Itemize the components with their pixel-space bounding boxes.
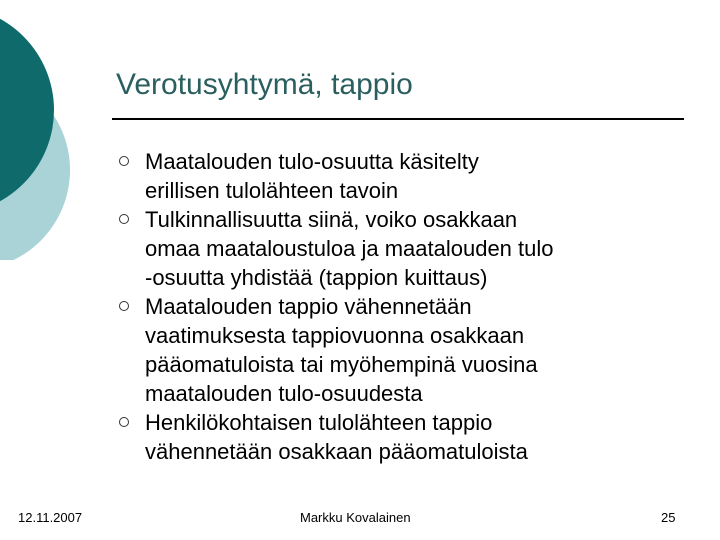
bullet-text: Tulkinnallisuutta siinä, voiko osakkaan omaa maataloustuloa ja maatalouden tulo -osuutta yhdistää (tappion kuittaus) (145, 207, 554, 290)
bullet-text: Maatalouden tappio vähennetään vaatimuksesta tappiovuonna osakkaan pääomatuloista tai myöhempinä vuosina maatalouden tulo-osuudesta (145, 294, 538, 406)
bullet-item (112, 292, 672, 408)
decorative-circles (0, 0, 130, 260)
hollow-circle-icon (119, 214, 129, 224)
bullet-item (112, 147, 672, 205)
slide-title: Verotusyhtymä, tappio (116, 68, 413, 101)
title-underline (112, 118, 684, 120)
footer-date: 12.11.2007 (18, 510, 83, 525)
page-number: 25 (661, 510, 676, 525)
hollow-circle-icon (119, 301, 129, 311)
hollow-circle-icon (119, 156, 129, 166)
bullet-text: Henkilökohtaisen tulolähteen tappio vähennetään osakkaan pääomatuloista (145, 410, 528, 464)
bullet-list (112, 147, 672, 466)
hollow-circle-icon (119, 417, 129, 427)
bullet-item (112, 408, 672, 466)
bullet-item (112, 205, 672, 292)
bullet-text: Maatalouden tulo-osuutta käsitelty erillisen tulolähteen tavoin (145, 149, 479, 203)
footer-author: Markku Kovalainen (300, 510, 411, 525)
